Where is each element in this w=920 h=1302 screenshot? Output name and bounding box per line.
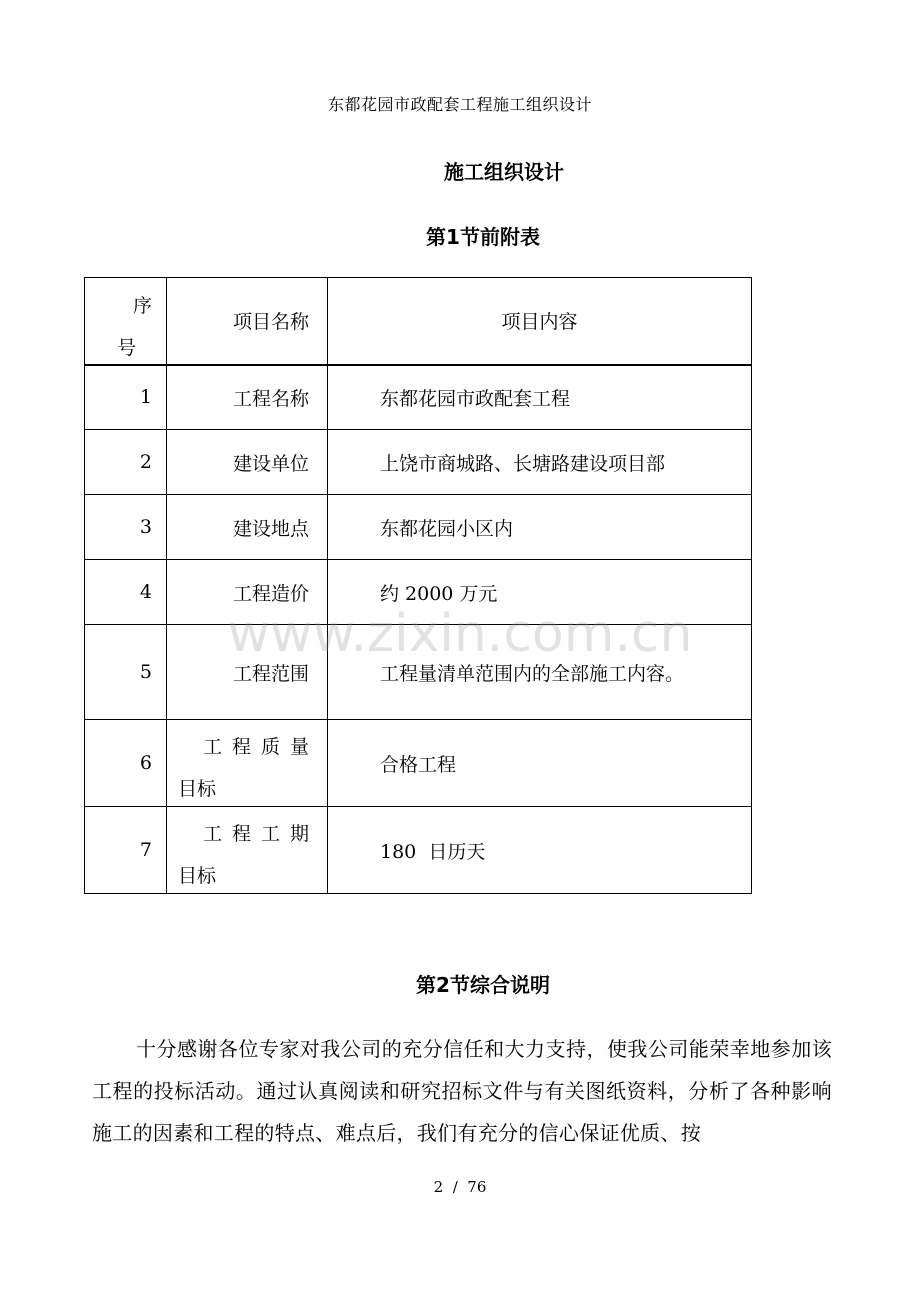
row-name: 工程范围 bbox=[167, 625, 328, 720]
row-name: 建设地点 bbox=[167, 495, 328, 560]
row-seq: 3 bbox=[85, 495, 167, 560]
page-header: 东都花园市政配套工程施工组织设计 bbox=[327, 95, 592, 114]
row-content: 东都花园市政配套工程 bbox=[328, 365, 752, 430]
table-row bbox=[85, 430, 752, 495]
header-name-cell: 项目名称 bbox=[167, 278, 328, 365]
row-name-line-1: 工程质量 bbox=[202, 736, 319, 758]
body-paragraph: 十分感谢各位专家对我公司的充分信任和大力支持，使我公司能荣幸地参加该工程的投标活动。通过认真阅读和研究招标文件与有关图纸资料，分析了各种影响施工的因素和工程的特点、难点后，我们有充分的信心保证优质、按 bbox=[92, 1037, 832, 1145]
row-name: 工程名称 bbox=[167, 365, 328, 430]
row-name-cell bbox=[167, 720, 328, 807]
row-content: 180 日历天 bbox=[328, 807, 752, 894]
row-seq: 2 bbox=[85, 430, 167, 495]
row-content: 约 2000 万元 bbox=[328, 560, 752, 625]
project-info-table bbox=[84, 277, 752, 894]
page-number: 2 / 76 bbox=[433, 1178, 487, 1196]
table-row bbox=[85, 625, 752, 720]
row-seq: 7 bbox=[85, 807, 167, 894]
table-row bbox=[85, 365, 752, 430]
row-content: 东都花园小区内 bbox=[328, 495, 752, 560]
table-header-row bbox=[85, 278, 752, 365]
header-seq-label-1: 序 bbox=[132, 294, 152, 317]
section1-title: 第1节前附表 bbox=[426, 225, 540, 249]
section2-title: 第2节综合说明 bbox=[416, 973, 550, 997]
row-seq: 4 bbox=[85, 560, 167, 625]
header-seq-label-2: 号 bbox=[117, 336, 137, 359]
table-row bbox=[85, 560, 752, 625]
row-seq: 6 bbox=[85, 720, 167, 807]
row-content: 工程量清单范围内的全部施工内容。 bbox=[328, 625, 752, 720]
row-content: 合格工程 bbox=[328, 720, 752, 807]
row-seq: 5 bbox=[85, 625, 167, 720]
row-name: 建设单位 bbox=[167, 430, 328, 495]
header-content-cell: 项目内容 bbox=[328, 278, 752, 365]
table-row bbox=[85, 807, 752, 894]
row-name-cell bbox=[167, 807, 328, 894]
main-title: 施工组织设计 bbox=[444, 160, 564, 184]
table-row bbox=[85, 720, 752, 807]
watermark: www.zixin.com.cn bbox=[227, 604, 693, 664]
header-seq-cell bbox=[85, 278, 167, 365]
row-name: 工程造价 bbox=[167, 560, 328, 625]
row-name-line-2: 目标 bbox=[178, 778, 217, 800]
row-name-line-1: 工程工期 bbox=[202, 823, 319, 845]
row-name-line-2: 目标 bbox=[178, 865, 217, 887]
table-row bbox=[85, 495, 752, 560]
row-content: 上饶市商城路、长塘路建设项目部 bbox=[328, 430, 752, 495]
row-seq: 1 bbox=[85, 365, 167, 430]
